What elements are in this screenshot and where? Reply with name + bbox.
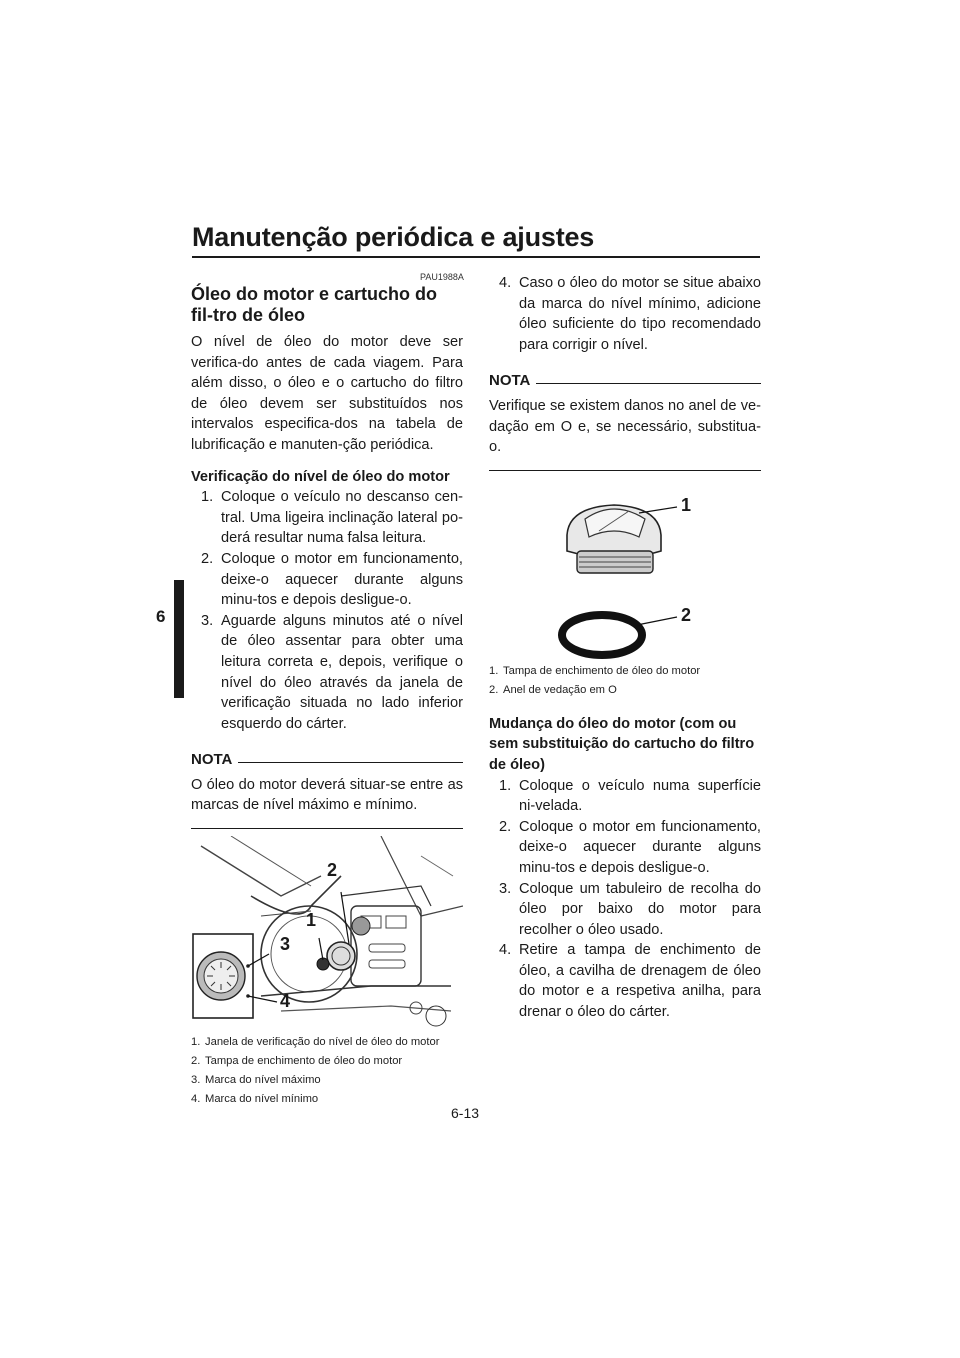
nota-heading: [191, 750, 463, 771]
caption-item: 1. Tampa de enchimento de óleo do motor: [489, 664, 701, 677]
check-step-4: [489, 273, 761, 355]
list-item: [191, 549, 463, 611]
subsection-title-check: Verificação do nível de óleo do motor: [191, 468, 450, 485]
section-title: Óleo do motor e cartucho do fil-tro de óleo: [191, 284, 438, 325]
header-rule: [192, 256, 760, 258]
left-column: [191, 284, 463, 1107]
nota-label: NOTA: [489, 372, 531, 390]
nota-end-rule: [489, 470, 761, 471]
step-text: Coloque o motor em funcionamento, deixe-o aquecer durante alguns minu-tos e depois desligue-o.: [221, 550, 463, 609]
caption-item: 2. Anel de vedação em O: [489, 683, 617, 696]
nota-end-rule: [191, 828, 463, 829]
caption-item: 2. Tampa de enchimento de óleo do motor: [191, 1055, 403, 1068]
caption-item: 3. Marca do nível máximo: [191, 1074, 321, 1087]
nota-box-2: [489, 371, 761, 470]
list-item: [191, 611, 463, 735]
caption-item: 4. Marca do nível mínimo: [191, 1093, 319, 1106]
step-number: 3.: [201, 612, 214, 629]
engine-figure-captions: [191, 1034, 463, 1107]
section-intro: O nível de óleo do motor deve ser verifica-do antes de cada viagem. Para além disso, o óleo e o cartucho do filtro de óleo devem ser substituídos nos intervalos especifica-dos na tabela de lubrificação e manuten-ção periódica.: [191, 334, 463, 453]
step-number: 1.: [201, 489, 214, 506]
nota-box: [191, 750, 463, 829]
callout-2: 2: [681, 604, 692, 625]
list-item: 4. Retire a tampa de enchimento de óleo, a cavilha de drenagem de óleo do motor e a respetiva anilha, para drenar o óleo do cárter.: [499, 942, 761, 1021]
nota-text: Verifique se existem danos no anel de ve-dação em O e, se necessário, substitua-o.: [489, 397, 761, 456]
callout-1: 1: [681, 494, 692, 515]
list-item: 3. Coloque um tabuleiro de recolha do óleo por baixo do motor para recolher o óleo usado.: [499, 880, 761, 938]
chapter-number: 6: [156, 607, 166, 626]
check-steps: [191, 487, 463, 734]
list-item: 4. Caso o óleo do motor se situe abaixo da marca do nível mínimo, adicione óleo suficiente do tipo recomendado para corrigir o nível.: [499, 275, 761, 353]
step-text: Coloque o veículo no descanso cen-tral. Uma ligeira inclinação lateral po-derá resultar numa falsa leitura.: [221, 489, 463, 547]
callout-3: 3: [280, 934, 291, 955]
right-column: [489, 273, 761, 1023]
change-steps: [489, 776, 761, 1023]
list-item: 1. Coloque o veículo numa superfície ni-velada.: [499, 777, 761, 815]
page-number: 6-13: [451, 1105, 480, 1121]
page-title: Manutenção periódica e ajustes: [192, 222, 595, 252]
list-item: [191, 487, 463, 549]
list-item: 2. Coloque o motor em funcionamento, deixe-o aquecer durante alguns minu-tos e depois desligue-o.: [499, 818, 761, 876]
cap-figure: [489, 485, 761, 661]
engine-figure: [191, 836, 463, 1032]
nota-text: O óleo do motor deverá situar-se entre as marcas de nível máximo e mínimo.: [191, 776, 463, 814]
cap-figure-captions: [489, 663, 761, 698]
cap-and-oring-illustration: [489, 485, 761, 661]
nota-label: NOTA: [191, 751, 233, 769]
callout-1: 1: [306, 910, 317, 931]
section-code: PAU1988A: [420, 272, 464, 282]
callout-4: 4: [280, 991, 291, 1012]
subsection-title-change: Mudança do óleo do motor (com ou sem substituição do cartucho do filtro de óleo): [489, 715, 755, 773]
chapter-tab-bar: [174, 580, 184, 698]
nota-heading: [489, 371, 761, 392]
caption-item: 1. Janela de verificação do nível de óleo do motor: [191, 1036, 440, 1049]
step-number: 2.: [201, 550, 214, 567]
callout-2: 2: [327, 860, 338, 881]
step-text: Aguarde alguns minutos até o nível de óleo assentar para obter uma leitura correta e, depois, verifique o nível do óleo através da janela de verificação situada no lado inferior esquerdo do cárter.: [221, 612, 463, 732]
